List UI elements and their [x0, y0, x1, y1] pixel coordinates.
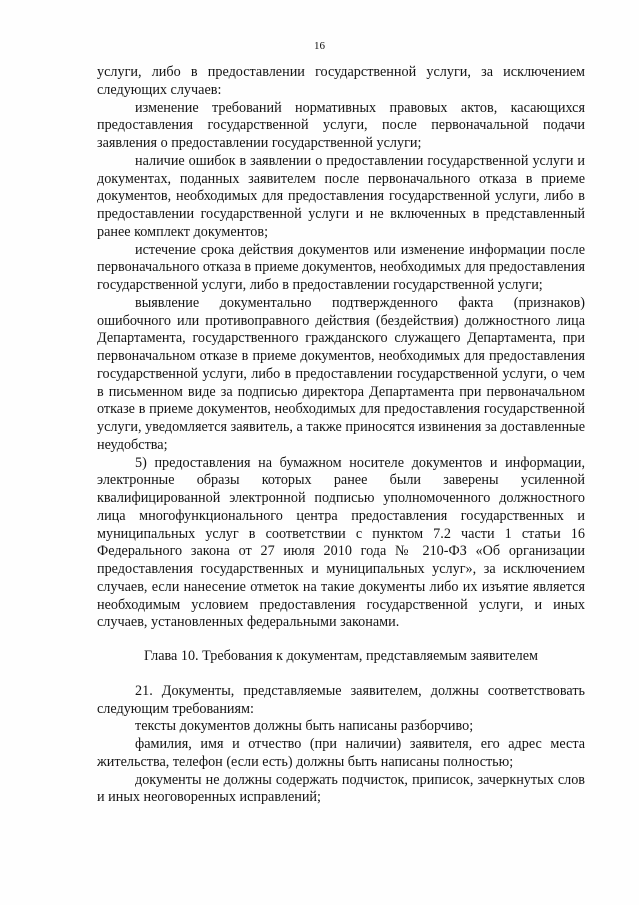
paragraph: изменение требований нормативных правовых актов, касающихся предоставления государственной услуги, после первоначальной подачи заявления о предоставлении государственной услуги;	[97, 99, 585, 151]
paragraph: 5) предоставления на бумажном носителе документов и информации, электронные образы которых ранее были заверены усиленной квалифицированной электронной подписью уполномоченного должностного лица многофункционального центра предоставления государственных и муниципальных услуг в соответствии с пунктом 7.2 части 1 статьи 16 Федерального закона от 27 июля 2010 года № 210-ФЗ «Об организации предоставления государственных и муниципальных услуг», за исключением случаев, если нанесение отметок на такие документы либо их изъятие является необходимым условием предоставления государственной услуги, и иных случаев, установленных федеральными законами.	[97, 454, 585, 631]
paragraph: наличие ошибок в заявлении о предоставлении государственной услуги и документах, поданных заявителем после первоначального отказа в приеме документов, необходимых для предоставления государственной услуги, либо в предоставлении государственной услуги и не включенных в представленный ранее комплект документов;	[97, 152, 585, 240]
paragraph: выявление документально подтвержденного факта (признаков) ошибочного или противоправного действия (бездействия) должностного лица Департамента, государственного гражданского служащего Департамента, при первоначальном отказе в приеме документов, необходимых для предоставления государственной услуги, либо в предоставлении государственной услуги, о чем в письменном виде за подписью директора Департамента при первоначальном отказе в приеме документов, необходимых для предоставления государственной услуги, уведомляется заявитель, а также приносятся извинения за доставленные неудобства;	[97, 294, 585, 453]
page-number: 16	[314, 40, 325, 52]
document-body	[97, 64, 585, 807]
paragraph: тексты документов должны быть написаны разборчиво;	[135, 718, 474, 735]
paragraph: 21. Документы, представляемые заявителем, должны соответствовать следующим требованиям:	[97, 682, 585, 717]
chapter-heading: Глава 10. Требования к документам, представляемым заявителем	[143, 648, 538, 664]
paragraph: фамилия, имя и отчество (при наличии) заявителя, его адрес места жительства, телефон (если есть) должны быть написаны полностью;	[97, 736, 585, 770]
paragraph: услуги, либо в предоставлении государственной услуги, за исключением следующих случаев:	[97, 64, 585, 98]
paragraph: документы не должны содержать подчисток, приписок, зачеркнутых слов и иных неоговоренных исправлений;	[97, 771, 585, 806]
paragraph: истечение срока действия документов или изменение информации после первоначального отказа в приеме документов, необходимых для предоставления государственной услуги, либо в предоставлении государственной услуги;	[97, 241, 586, 293]
